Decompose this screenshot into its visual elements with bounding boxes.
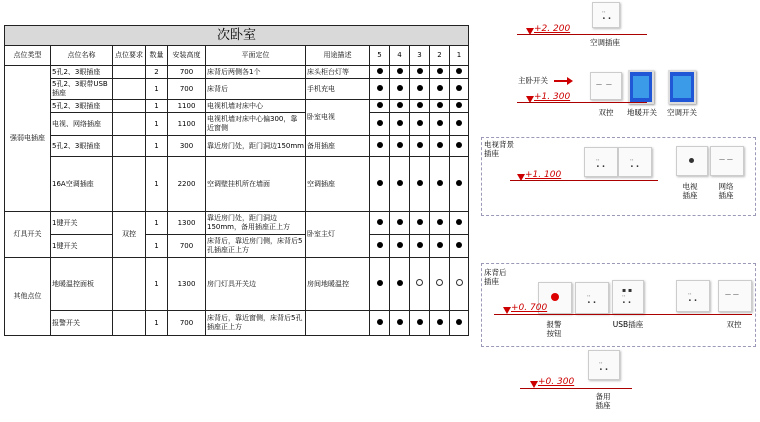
mark-cell	[390, 136, 410, 157]
mark-cell	[450, 113, 469, 136]
tv-port-icon	[689, 158, 694, 163]
position-cell: 电视机墙对床中心偏300，靠近窗侧	[206, 113, 306, 136]
filled-dot-icon	[397, 242, 403, 248]
usb-socket-image: ▪ ▪ ⋅⋅ ∙ ∙	[612, 280, 644, 314]
ac-socket-image: ⋅⋅ ∙ ∙	[592, 2, 620, 28]
alarm-button-label: 报警 按钮	[546, 320, 562, 338]
filled-dot-icon	[437, 120, 443, 126]
filled-dot-icon	[417, 242, 423, 248]
mark-cell	[410, 157, 430, 212]
filled-dot-icon	[377, 68, 383, 74]
height-2200: +2. 200	[534, 24, 571, 34]
requirement-cell	[113, 100, 146, 113]
mark-cell	[410, 66, 430, 79]
level-line	[494, 314, 752, 315]
filled-dot-icon	[377, 280, 383, 286]
qty-cell: 1	[146, 212, 168, 235]
point-name-cell: 5孔2、3眼插座	[51, 136, 113, 157]
filled-dot-icon	[437, 242, 443, 248]
mark-cell	[370, 212, 390, 235]
mark-cell	[450, 136, 469, 157]
usage-cell: 卧室电视	[306, 100, 370, 136]
mark-cell	[430, 311, 450, 336]
mark-cell	[450, 66, 469, 79]
height-marker-icon	[503, 307, 511, 314]
table-row	[5, 66, 469, 79]
table-row	[5, 235, 469, 258]
header-cell: 1	[450, 46, 469, 66]
net-outlet-image: — —	[710, 146, 744, 176]
group-cell: 强弱电插座	[5, 66, 51, 212]
mark-cell	[370, 157, 390, 212]
height-cell: 1300	[168, 212, 206, 235]
header-cell: 4	[390, 46, 410, 66]
qty-cell: 1	[146, 157, 168, 212]
header-cell: 数量	[146, 46, 168, 66]
header-cell: 平面定位	[206, 46, 306, 66]
filled-dot-icon	[456, 219, 462, 225]
qty-cell: 1	[146, 235, 168, 258]
bed-back-label: 床背后 插座	[484, 268, 507, 286]
qty-cell: 1	[146, 258, 168, 311]
position-cell: 床背后两侧各1个	[206, 66, 306, 79]
filled-dot-icon	[417, 180, 423, 186]
filled-dot-icon	[397, 280, 403, 286]
filled-dot-icon	[417, 85, 423, 91]
points-table	[4, 25, 469, 336]
mark-cell	[370, 311, 390, 336]
mark-cell	[450, 157, 469, 212]
filled-dot-icon	[456, 102, 462, 108]
table-row	[5, 212, 469, 235]
level-line	[517, 34, 647, 35]
filled-dot-icon	[437, 180, 443, 186]
mark-cell	[430, 113, 450, 136]
arrow-icon	[554, 80, 568, 82]
mark-cell	[390, 113, 410, 136]
tv-socket-image: ⋅⋅ ∙ ∙	[584, 147, 618, 177]
qty-cell: 1	[146, 136, 168, 157]
height-cell: 1300	[168, 258, 206, 311]
height-cell: 2200	[168, 157, 206, 212]
mark-cell	[430, 136, 450, 157]
table-row	[5, 136, 469, 157]
point-name-cell: 5孔2、3眼插座	[51, 66, 113, 79]
dual-control-label: 双控	[726, 320, 742, 329]
filled-dot-icon	[377, 142, 383, 148]
point-name-cell: 1键开关	[51, 235, 113, 258]
mark-cell	[410, 212, 430, 235]
floor-heat-panel-image	[628, 70, 654, 104]
filled-dot-icon	[377, 85, 383, 91]
height-cell: 700	[168, 66, 206, 79]
usage-cell	[306, 311, 370, 336]
point-name-cell: 16A空调插座	[51, 157, 113, 212]
filled-dot-icon	[437, 142, 443, 148]
filled-dot-icon	[397, 142, 403, 148]
usage-cell: 卧室主灯	[306, 212, 370, 258]
mark-cell	[370, 113, 390, 136]
header-cell: 3	[410, 46, 430, 66]
mark-cell	[410, 79, 430, 100]
position-cell: 电视机墙对床中心	[206, 100, 306, 113]
qty-cell: 1	[146, 113, 168, 136]
filled-dot-icon	[456, 120, 462, 126]
filled-dot-icon	[437, 68, 443, 74]
mark-cell	[450, 258, 469, 311]
mark-cell	[430, 79, 450, 100]
table-title: 次卧室	[5, 26, 469, 46]
height-700: +0. 700	[511, 303, 548, 313]
mark-cell	[450, 212, 469, 235]
level-line	[517, 102, 647, 103]
mark-cell	[450, 79, 469, 100]
header-cell: 5	[370, 46, 390, 66]
mark-cell	[390, 100, 410, 113]
filled-dot-icon	[397, 68, 403, 74]
position-cell: 床背后，靠近房门侧，床背后5孔插座正上方	[206, 235, 306, 258]
header-row	[5, 46, 469, 66]
height-marker-icon	[530, 381, 538, 388]
mark-cell	[450, 100, 469, 113]
mark-cell	[450, 311, 469, 336]
dual-control-label: 双控	[598, 108, 614, 117]
filled-dot-icon	[377, 120, 383, 126]
requirement-cell	[113, 311, 146, 336]
header-cell: 安装高度	[168, 46, 206, 66]
filled-dot-icon	[417, 142, 423, 148]
filled-dot-icon	[377, 102, 383, 108]
point-name-cell: 报警开关	[51, 311, 113, 336]
mark-cell	[390, 311, 410, 336]
tv-socket-image: ⋅⋅ ∙ ∙	[618, 147, 652, 177]
position-cell: 靠近房门处，距门洞边150mm，备用插座正上方	[206, 212, 306, 235]
filled-dot-icon	[377, 319, 383, 325]
point-name-cell: 5孔2、3眼带USB插座	[51, 79, 113, 100]
qty-cell: 1	[146, 79, 168, 100]
height-cell: 1100	[168, 113, 206, 136]
table-row	[5, 100, 469, 113]
ac-panel-image	[668, 70, 696, 104]
point-name-cell: 1键开关	[51, 212, 113, 235]
ac-switch-label: 空调开关	[667, 108, 697, 117]
filled-dot-icon	[456, 180, 462, 186]
table-row	[5, 311, 469, 336]
mark-cell	[410, 258, 430, 311]
mark-cell	[390, 235, 410, 258]
arrow-head-icon	[567, 77, 573, 85]
mark-cell	[430, 258, 450, 311]
filled-dot-icon	[397, 180, 403, 186]
tv-socket-label: 电视 插座	[682, 182, 698, 200]
mark-cell	[370, 136, 390, 157]
position-cell: 房门灯具开关边	[206, 258, 306, 311]
mark-cell	[370, 258, 390, 311]
filled-dot-icon	[377, 219, 383, 225]
filled-dot-icon	[377, 242, 383, 248]
mark-cell	[430, 212, 450, 235]
height-cell: 700	[168, 235, 206, 258]
filled-dot-icon	[417, 120, 423, 126]
filled-dot-icon	[456, 242, 462, 248]
mark-cell	[370, 79, 390, 100]
empty-circle-icon	[416, 279, 423, 286]
filled-dot-icon	[437, 85, 443, 91]
header-cell: 点位要求	[113, 46, 146, 66]
position-cell: 靠近房门处，距门洞边150mm	[206, 136, 306, 157]
header-cell: 用途描述	[306, 46, 370, 66]
mark-cell	[370, 66, 390, 79]
header-cell: 2	[430, 46, 450, 66]
net-socket-label: 网络 插座	[718, 182, 734, 200]
position-cell: 空调壁挂机所在墙面	[206, 157, 306, 212]
filled-dot-icon	[456, 68, 462, 74]
mark-cell	[370, 235, 390, 258]
usage-cell: 备用插座	[306, 136, 370, 157]
table-row	[5, 157, 469, 212]
mark-cell	[430, 100, 450, 113]
mark-cell	[390, 66, 410, 79]
group-cell: 其他点位	[5, 258, 51, 336]
height-cell: 300	[168, 136, 206, 157]
height-cell: 700	[168, 79, 206, 100]
master-switch-label: 主卧开关	[518, 76, 548, 85]
socket-image: ⋅⋅ ∙ ∙	[575, 282, 609, 314]
socket-image: ⋅⋅ ∙ ∙	[676, 280, 710, 312]
spare-socket-image: ⋅⋅ ∙ ∙	[588, 350, 620, 380]
requirement-cell	[113, 79, 146, 100]
filled-dot-icon	[417, 102, 423, 108]
height-300: +0. 300	[538, 377, 575, 387]
filled-dot-icon	[437, 102, 443, 108]
mark-cell	[410, 136, 430, 157]
filled-dot-icon	[417, 219, 423, 225]
tv-outlet-image	[676, 146, 708, 176]
usage-cell: 房间地暖温控	[306, 258, 370, 311]
table-row	[5, 113, 469, 136]
filled-dot-icon	[397, 120, 403, 126]
mark-cell	[410, 311, 430, 336]
usage-cell: 手机充电	[306, 79, 370, 100]
level-line	[510, 180, 658, 181]
point-name-cell: 地暖温控面板	[51, 258, 113, 311]
level-line	[520, 388, 632, 389]
mark-cell	[430, 66, 450, 79]
requirement-cell	[113, 136, 146, 157]
filled-dot-icon	[456, 85, 462, 91]
usb-socket-label: USB插座	[612, 320, 644, 329]
filled-dot-icon	[437, 219, 443, 225]
filled-dot-icon	[397, 102, 403, 108]
spare-socket-label: 备用 插座	[595, 392, 611, 410]
position-cell: 床背后，靠近窗侧，床背后5孔插座正上方	[206, 311, 306, 336]
empty-circle-icon	[456, 279, 463, 286]
mark-cell	[450, 235, 469, 258]
alarm-dot-icon	[551, 293, 559, 301]
mark-cell	[410, 113, 430, 136]
mark-cell	[390, 79, 410, 100]
point-name-cell: 5孔2、3眼插座	[51, 100, 113, 113]
filled-dot-icon	[417, 68, 423, 74]
filled-dot-icon	[377, 180, 383, 186]
group-cell: 灯具开关	[5, 212, 51, 258]
filled-dot-icon	[456, 319, 462, 325]
filled-dot-icon	[456, 142, 462, 148]
filled-dot-icon	[397, 85, 403, 91]
filled-dot-icon	[437, 319, 443, 325]
mark-cell	[390, 258, 410, 311]
usage-cell: 床头柜台灯等	[306, 66, 370, 79]
point-name-cell: 电视、网络插座	[51, 113, 113, 136]
table-row	[5, 79, 469, 100]
requirement-cell	[113, 113, 146, 136]
mark-cell	[370, 100, 390, 113]
dual-switch-image: — —	[590, 72, 622, 100]
dual-switch-image: — —	[718, 280, 752, 312]
requirement-cell	[113, 66, 146, 79]
mark-cell	[410, 100, 430, 113]
requirement-cell	[113, 258, 146, 311]
qty-cell: 1	[146, 100, 168, 113]
height-1300: +1. 300	[534, 92, 571, 102]
table-row	[5, 258, 469, 311]
floor-heat-switch-label: 地暖开关	[627, 108, 657, 117]
header-cell: 点位类型	[5, 46, 51, 66]
position-cell: 床背后	[206, 79, 306, 100]
header-cell: 点位名称	[51, 46, 113, 66]
qty-cell: 2	[146, 66, 168, 79]
mark-cell	[390, 157, 410, 212]
ac-socket-label: 空调插座	[590, 38, 620, 47]
mark-cell	[430, 235, 450, 258]
mark-cell	[410, 235, 430, 258]
requirement-cell	[113, 157, 146, 212]
usage-cell: 空调插座	[306, 157, 370, 212]
filled-dot-icon	[397, 319, 403, 325]
mark-cell	[390, 212, 410, 235]
requirement-cell: 双控	[113, 212, 146, 258]
mark-cell	[430, 157, 450, 212]
height-cell: 700	[168, 311, 206, 336]
empty-circle-icon	[436, 279, 443, 286]
filled-dot-icon	[417, 319, 423, 325]
filled-dot-icon	[397, 219, 403, 225]
qty-cell: 1	[146, 311, 168, 336]
height-1100: +1. 100	[525, 170, 562, 180]
height-cell: 1100	[168, 100, 206, 113]
tv-wall-label: 电视背景 插座	[484, 140, 514, 158]
